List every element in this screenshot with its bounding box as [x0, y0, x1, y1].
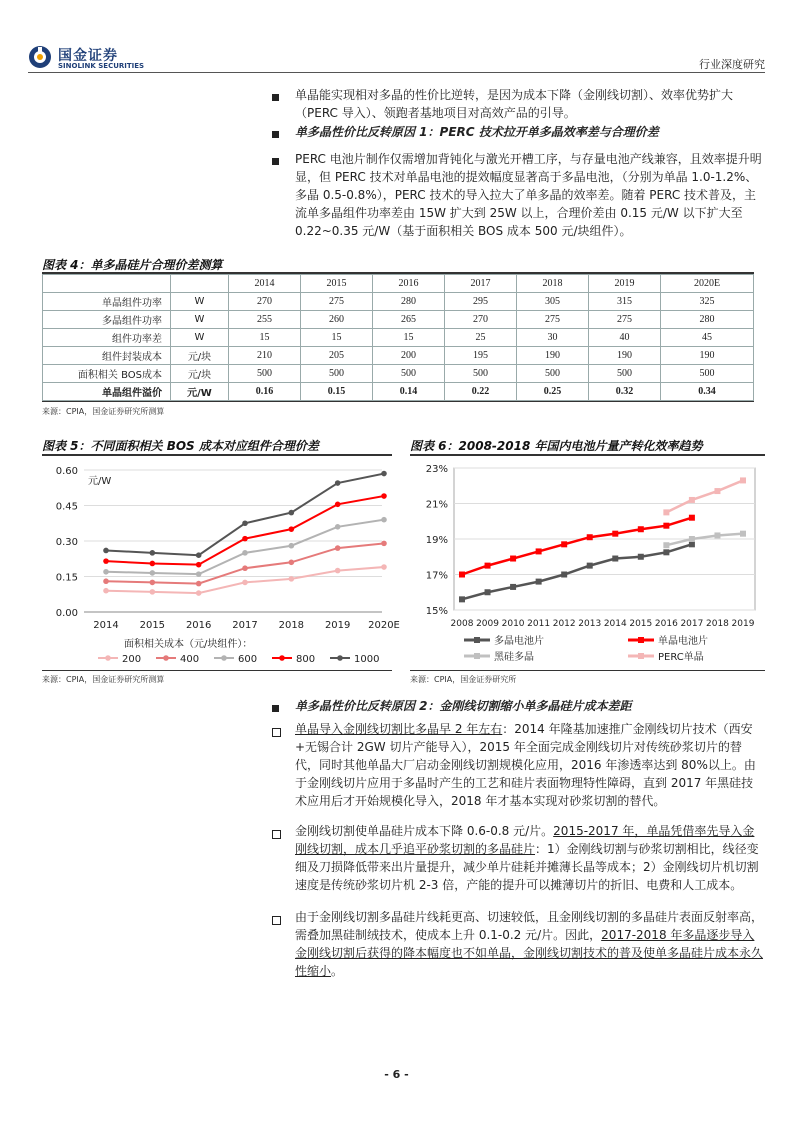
table-cell: 15: [301, 329, 373, 347]
row-unit: 元/块: [171, 347, 229, 365]
legend-label: 400: [180, 654, 200, 665]
table-cell: 295: [445, 293, 517, 311]
data-point: [335, 524, 341, 530]
x-tick-label: 2020E: [368, 620, 400, 631]
data-point: [381, 541, 387, 547]
brand-name-en: SINOLINK SECURITIES: [58, 62, 145, 70]
table-cell: 45: [661, 329, 754, 347]
data-point: [561, 572, 567, 578]
chart5-title: 图表 5：不同面积相关 BOS 成本对应组件合理价差: [42, 439, 319, 453]
data-point: [289, 510, 295, 516]
table-cell: 270: [445, 311, 517, 329]
legend-marker: [474, 637, 480, 643]
x-tick-label: 2010: [501, 619, 525, 629]
table-row: [43, 329, 754, 347]
data-point: [587, 534, 593, 540]
bullet-icon: [272, 705, 279, 712]
table-corner: [171, 275, 229, 293]
row-unit: W: [171, 311, 229, 329]
table-header-row: [43, 275, 754, 293]
data-point: [103, 578, 109, 584]
company-logo: [28, 45, 188, 75]
table-cell: 500: [517, 365, 589, 383]
data-point: [242, 565, 248, 571]
document-type: 行业深度研究: [699, 58, 765, 71]
table-cell: 0.15: [301, 383, 373, 401]
paragraph-text: ：1）金刚线切割与砂浆切割相比，线径变细及刀损降低带来出片量提升，减少单片硅耗并摊薄长晶等成本；2）金刚线切片机切割速度是传统砂浆切片机 2-3 倍，产能的提升可以摊薄切片的折旧、电费和人工成本。: [295, 842, 759, 892]
data-point: [663, 523, 669, 529]
header-divider: [28, 72, 765, 73]
data-point: [335, 502, 341, 508]
legend-marker: [638, 653, 644, 659]
legend-label: 多晶电池片: [494, 636, 544, 647]
data-point: [150, 580, 156, 586]
intro-paragraph: 单晶能实现相对多晶的性价比逆转，是因为成本下降（金刚线切割）、效率优势扩大（PERC 导入）、领跑者基地项目对高效产品的引导。: [295, 88, 734, 120]
legend-label: PERC单晶: [658, 652, 704, 663]
underlined-text: 单晶导入金刚线切割比多晶早 2 年左右: [295, 722, 503, 736]
data-point: [510, 584, 516, 590]
y-tick-label: 21%: [425, 499, 448, 511]
paragraph-text: ：2014 年隆基加速推广金刚线切片技术（西安+无锡合计 2GW 切片产能导入），2015 年全面完成金刚线切片对传统砂浆切片的替代，同时其他单晶大厂启动金刚线切割规模化应用，2016 年渗透率达到 80%以上。由于金刚线切片应用于多晶时产生的工艺和硅片表面物理特性障碍，直到 2017 年黑硅技术应用后才开始规模化导入，2018 年才基本实现对砂浆切割的替代。: [295, 722, 756, 808]
page-number: - 6 -: [384, 1068, 409, 1081]
data-point: [536, 579, 542, 585]
table-cell: 0.32: [589, 383, 661, 401]
x-tick-label: 2012: [552, 619, 576, 629]
table-cell: 500: [373, 365, 445, 383]
data-point: [196, 552, 202, 558]
x-tick-label: 2009: [476, 619, 499, 629]
table-cell: 325: [661, 293, 754, 311]
data-point: [638, 526, 644, 532]
table4-source: 来源：CPIA，国金证券研究所测算: [42, 407, 165, 416]
table-row: [43, 347, 754, 365]
x-tick-label: 2017: [232, 620, 258, 631]
table-cell: 200: [373, 347, 445, 365]
data-point: [335, 480, 341, 486]
data-point: [612, 556, 618, 562]
data-point: [289, 526, 295, 532]
sub-bullet-icon: [272, 830, 281, 839]
diamond-wire-paragraph-3: [295, 908, 765, 980]
row-label: 组件功率差: [43, 329, 171, 347]
row-label: 面积相关 BOS成本: [43, 365, 171, 383]
data-point: [289, 543, 295, 549]
data-point: [689, 497, 695, 503]
data-point: [242, 580, 248, 586]
data-point: [103, 548, 109, 554]
data-point: [740, 531, 746, 537]
data-point: [242, 536, 248, 542]
data-point: [335, 568, 341, 574]
row-label: 组件封装成本: [43, 347, 171, 365]
data-point: [459, 596, 465, 602]
series-line-1000: [106, 474, 384, 556]
table-cell: 260: [301, 311, 373, 329]
year-header: 2020E: [661, 275, 754, 293]
data-point: [510, 556, 516, 562]
data-point: [485, 589, 491, 595]
y-tick-label: 0.00: [55, 608, 78, 619]
x-tick-label: 2008: [450, 619, 474, 629]
table-cell: 25: [445, 329, 517, 347]
chart5: [42, 456, 400, 668]
sub-bullet-icon: [272, 728, 281, 737]
table-row: [43, 383, 754, 401]
data-point: [150, 550, 156, 556]
data-point: [242, 520, 248, 526]
year-header: 2014: [229, 275, 301, 293]
table-cell: 15: [229, 329, 301, 347]
data-point: [612, 531, 618, 537]
legend-title: 面积相关成本（元/块组件）：: [124, 639, 253, 650]
table-cell: 0.34: [661, 383, 754, 401]
x-tick-label: 2018: [278, 620, 305, 631]
table-cell: 500: [589, 365, 661, 383]
x-tick-label: 2018: [706, 619, 729, 629]
table-cell: 190: [517, 347, 589, 365]
legend-marker: [337, 655, 343, 661]
table4-title: 图表 4：单多晶硅片合理价差测算: [42, 258, 223, 272]
year-header: 2017: [445, 275, 517, 293]
diamond-wire-paragraph-2: [295, 822, 765, 894]
data-point: [381, 564, 387, 570]
data-point: [196, 590, 202, 596]
table-row: [43, 293, 754, 311]
row-label: 单晶组件溢价: [43, 383, 171, 401]
data-point: [740, 477, 746, 483]
table-cell: 195: [445, 347, 517, 365]
sub-bullet-icon: [272, 916, 281, 925]
row-unit: W: [171, 293, 229, 311]
y-tick-label: 23%: [425, 464, 448, 475]
table-cell: 0.25: [517, 383, 589, 401]
chart6-title: 图表 6：2008-2018 年国内电池片量产转化效率趋势: [410, 439, 703, 453]
data-point: [289, 576, 295, 582]
table-cell: 0.14: [373, 383, 445, 401]
table4: [42, 274, 754, 401]
x-tick-label: 2015: [139, 620, 166, 631]
chart5-bottom-rule: [42, 670, 392, 671]
table-cell: 255: [229, 311, 301, 329]
bullet-icon: [272, 131, 279, 138]
section-heading-1: 单多晶性价比反转原因 1：PERC 技术拉开单多晶效率差与合理价差: [295, 125, 659, 139]
legend-label: 黑硅多晶: [494, 652, 534, 663]
data-point: [689, 515, 695, 521]
x-tick-label: 2014: [603, 619, 627, 629]
data-point: [561, 541, 567, 547]
paragraph-text: 由于金刚线切割多晶硅片线耗更高、切速较低，且金刚线切割的多晶硅片表面反射率高，需叠加黑硅制绒技术，使成本上升 0.1-0.2 元/片。因此，: [295, 910, 764, 942]
x-tick-label: 2019: [731, 619, 755, 629]
row-unit: W: [171, 329, 229, 347]
data-point: [663, 509, 669, 515]
row-unit: 元/块: [171, 365, 229, 383]
table-cell: 190: [661, 347, 754, 365]
table-cell: 265: [373, 311, 445, 329]
data-point: [459, 572, 465, 578]
table-row: [43, 311, 754, 329]
data-point: [335, 545, 341, 551]
x-tick-label: 2014: [93, 620, 119, 631]
row-unit: 元/W: [171, 383, 229, 401]
x-tick-label: 2016: [185, 620, 212, 631]
table-cell: 275: [301, 293, 373, 311]
x-tick-label: 2015: [629, 619, 653, 629]
year-header: 2015: [301, 275, 373, 293]
legend-label: 200: [122, 654, 142, 665]
table4-bottom-rule: [42, 401, 754, 402]
chart6-source: 来源：CPIA，国金证券研究所: [410, 675, 517, 684]
data-point: [103, 558, 109, 564]
data-point: [150, 589, 156, 595]
y-tick-label: 0.60: [55, 466, 78, 477]
data-point: [714, 488, 720, 494]
perc-paragraph: PERC 电池片制作仅需增加背钝化与激光开槽工序，与存量电池产线兼容，且效率提升明显，但 PERC 技术对单晶电池的提效幅度显著高于多晶电池，（分别为单晶 1.0-1.2%、多晶 0.5-0.8%），PERC 技术的导入拉大了单多晶的效率差。随着 PERC 技术普及，主流单多晶组件功率差由 15W 扩大到 25W 以上，合理价差由 0.15 元/W 以下扩大至 0.22~0.35 元/W（基于面积相关 BOS 成本 500 元/块组件）。: [295, 152, 762, 238]
data-point: [242, 550, 248, 556]
legend-marker: [221, 655, 227, 661]
data-point: [638, 554, 644, 560]
paragraph-text: 。: [331, 964, 344, 978]
row-label: 多晶组件功率: [43, 311, 171, 329]
data-point: [689, 541, 695, 547]
table-cell: 500: [229, 365, 301, 383]
underlined-text: 2015-2017 年，单晶凭借率先导入金刚线切割，成本几乎追平砂浆切割的多晶硅片: [295, 824, 755, 856]
table-cell: 0.22: [445, 383, 517, 401]
legend-label: 800: [296, 654, 316, 665]
data-point: [714, 532, 720, 538]
table-cell: 0.16: [229, 383, 301, 401]
table-cell: 280: [373, 293, 445, 311]
table-row: [43, 365, 754, 383]
paragraph-text: 金刚线切割使单晶硅片成本下降 0.6-0.8 元/片。: [295, 824, 554, 838]
data-point: [536, 548, 542, 554]
legend-marker: [474, 653, 480, 659]
data-point: [381, 493, 387, 499]
x-tick-label: 2019: [324, 620, 351, 631]
data-point: [103, 569, 109, 575]
table-cell: 205: [301, 347, 373, 365]
table-cell: 210: [229, 347, 301, 365]
table-cell: 40: [589, 329, 661, 347]
legend-marker: [105, 655, 111, 661]
data-point: [103, 588, 109, 594]
table-cell: 500: [661, 365, 754, 383]
table-cell: 275: [517, 311, 589, 329]
chart5-source: 来源：CPIA，国金证券研究所测算: [42, 675, 165, 684]
legend-marker: [279, 655, 285, 661]
legend-label: 单晶电池片: [658, 636, 708, 647]
series-line-0: [462, 544, 692, 599]
legend-label: 600: [238, 654, 258, 665]
table-cell: 275: [589, 311, 661, 329]
data-point: [150, 570, 156, 576]
x-tick-label: 2016: [654, 619, 678, 629]
underlined-text: 2017-2018 年多晶逐步导入金刚线切割后获得的降本幅度也不如单晶，金刚线切割技术的普及使单多晶硅片成本永久性缩小: [295, 928, 764, 978]
section-heading-2: 单多晶性价比反转原因 2：金刚线切割缩小单多晶硅片成本差距: [295, 699, 632, 713]
bullet-icon: [272, 94, 279, 101]
data-point: [663, 542, 669, 548]
table-cell: 280: [661, 311, 754, 329]
bullet-icon: [272, 158, 279, 165]
x-tick-label: 2013: [578, 619, 602, 629]
legend-label: 1000: [354, 654, 380, 665]
table-cell: 315: [589, 293, 661, 311]
series-line-3: [666, 480, 743, 512]
series-line-1: [462, 518, 692, 575]
y-axis-unit: 元/W: [88, 476, 112, 487]
data-point: [485, 563, 491, 569]
data-point: [587, 563, 593, 569]
data-point: [196, 562, 202, 568]
year-header: 2016: [373, 275, 445, 293]
chart6: [410, 456, 765, 668]
table-cell: 270: [229, 293, 301, 311]
y-tick-label: 0.15: [55, 572, 78, 584]
table-cell: 500: [301, 365, 373, 383]
brand-name-cn: 国金证券: [58, 48, 118, 64]
data-point: [689, 536, 695, 542]
table-cell: 30: [517, 329, 589, 347]
legend-marker: [638, 637, 644, 643]
diamond-wire-paragraph-1: [295, 720, 765, 810]
y-tick-label: 0.30: [55, 537, 78, 548]
y-tick-label: 17%: [425, 570, 448, 582]
data-point: [196, 571, 202, 577]
y-tick-label: 15%: [425, 606, 448, 617]
table-cell: 305: [517, 293, 589, 311]
table-cell: 190: [589, 347, 661, 365]
year-header: 2019: [589, 275, 661, 293]
data-point: [150, 561, 156, 567]
table-corner: [43, 275, 171, 293]
data-point: [196, 581, 202, 587]
table-cell: 15: [373, 329, 445, 347]
legend-marker: [163, 655, 169, 661]
year-header: 2018: [517, 275, 589, 293]
data-point: [381, 517, 387, 523]
x-tick-label: 2011: [527, 619, 551, 629]
table-cell: 500: [445, 365, 517, 383]
data-point: [663, 549, 669, 555]
data-point: [289, 560, 295, 566]
data-point: [381, 471, 387, 477]
logo-icon: [28, 45, 52, 69]
y-tick-label: 19%: [425, 535, 448, 546]
x-tick-label: 2017: [680, 619, 704, 629]
row-label: 单晶组件功率: [43, 293, 171, 311]
chart6-bottom-rule: [410, 670, 765, 671]
y-tick-label: 0.45: [55, 501, 78, 513]
